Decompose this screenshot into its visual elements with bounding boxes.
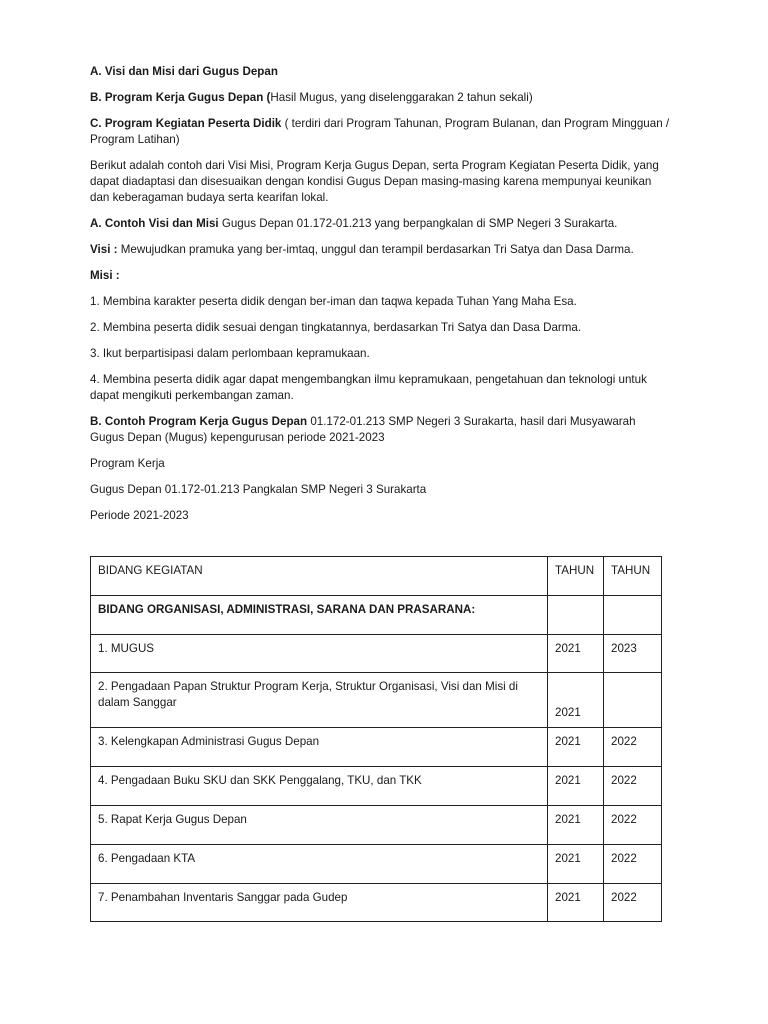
document-body xyxy=(90,64,670,534)
year-cell: 2021 xyxy=(548,673,604,728)
year-cell: 2021 xyxy=(548,806,604,845)
table-row xyxy=(91,728,662,767)
misi-item: 2. Membina peserta didik sesuai dengan tingkatannya, berdasarkan Tri Satya dan Dasa Darma. xyxy=(90,321,582,334)
misi-item: 1. Membina karakter peserta didik dengan ber-iman dan taqwa kepada Tuhan Yang Maha Esa. xyxy=(90,295,577,308)
intro-paragraph: Berikut adalah contoh dari Visi Misi, Program Kerja Gugus Depan, serta Program Kegiatan Peserta Didik, yang dapat diadaptasi dan disesuaikan dengan kondisi Gugus Depan masing-masing karena mempunyai keunikan dan keberagaman budaya serta kearifan lokal. xyxy=(90,159,659,204)
item-cell: 4. Pengadaan Buku SKU dan SKK Penggalang, TKU, dan TKK xyxy=(91,767,548,806)
heading-a: A. Visi dan Misi dari Gugus Depan xyxy=(90,65,278,78)
visi-misi-heading: A. Contoh Visi dan Misi Gugus Depan 01.172-01.213 yang berpangkalan di SMP Negeri 3 Surakarta. xyxy=(90,217,618,230)
program-kerja-title: Program Kerja xyxy=(90,457,165,470)
table-row xyxy=(91,884,662,922)
heading-b: B. Program Kerja Gugus Depan (Hasil Mugus, yang diselenggarakan 2 tahun sekali) xyxy=(90,91,533,104)
year-cell xyxy=(604,673,662,728)
misi-label: Misi : xyxy=(90,269,120,282)
item-cell: 2. Pengadaan Papan Struktur Program Kerja, Struktur Organisasi, Visi dan Misi di dalam Sanggar xyxy=(91,673,548,728)
year-cell: 2022 xyxy=(604,728,662,767)
table-row xyxy=(91,845,662,884)
table-header-row xyxy=(91,557,662,596)
table-row xyxy=(91,635,662,673)
heading-c: C. Program Kegiatan Peserta Didik ( terdiri dari Program Tahunan, Program Bulanan, dan Program Mingguan / Program Latihan) xyxy=(90,117,670,146)
misi-item: 3. Ikut berpartisipasi dalam perlombaan kepramukaan. xyxy=(90,347,370,360)
periode-line: Periode 2021-2023 xyxy=(90,509,189,522)
table-cell xyxy=(548,596,604,635)
year-cell: 2022 xyxy=(604,806,662,845)
program-kerja-heading: B. Contoh Program Kerja Gugus Depan 01.172-01.213 SMP Negeri 3 Surakarta, hasil dari Musyawarah Gugus Depan (Mugus) kepengurusan periode 2021-2023 xyxy=(90,415,636,444)
gugus-depan-line: Gugus Depan 01.172-01.213 Pangkalan SMP Negeri 3 Surakarta xyxy=(90,483,427,496)
visi-paragraph: Visi : Mewujudkan pramuka yang ber-imtaq, unggul dan terampil berdasarkan Tri Satya dan Dasa Darma. xyxy=(90,243,634,256)
year-cell: 2021 xyxy=(548,635,604,673)
table-row xyxy=(91,673,662,728)
table-row xyxy=(91,767,662,806)
header-cell: TAHUN xyxy=(548,557,604,596)
year-cell: 2022 xyxy=(604,845,662,884)
table-cell xyxy=(604,596,662,635)
item-cell: 5. Rapat Kerja Gugus Depan xyxy=(91,806,548,845)
year-cell: 2021 xyxy=(548,767,604,806)
table-row xyxy=(91,806,662,845)
year-cell: 2022 xyxy=(604,767,662,806)
program-kerja-table xyxy=(90,556,662,922)
year-cell: 2023 xyxy=(604,635,662,673)
item-cell: 7. Penambahan Inventaris Sanggar pada Gudep xyxy=(91,884,548,922)
misi-item: 4. Membina peserta didik agar dapat mengembangkan ilmu kepramukaan, pengetahuan dan teknologi untuk dapat mengikuti perkembangan zaman. xyxy=(90,373,647,402)
item-cell: 3. Kelengkapan Administrasi Gugus Depan xyxy=(91,728,548,767)
table-section-row xyxy=(91,596,662,635)
year-cell: 2021 xyxy=(548,845,604,884)
item-cell: 1. MUGUS xyxy=(91,635,548,673)
header-cell: TAHUN xyxy=(604,557,662,596)
year-cell: 2021 xyxy=(548,884,604,922)
year-cell: 2022 xyxy=(604,884,662,922)
header-cell: BIDANG KEGIATAN xyxy=(91,557,548,596)
section-cell: BIDANG ORGANISASI, ADMINISTRASI, SARANA DAN PRASARANA: xyxy=(91,596,548,635)
year-cell: 2021 xyxy=(548,728,604,767)
item-cell: 6. Pengadaan KTA xyxy=(91,845,548,884)
